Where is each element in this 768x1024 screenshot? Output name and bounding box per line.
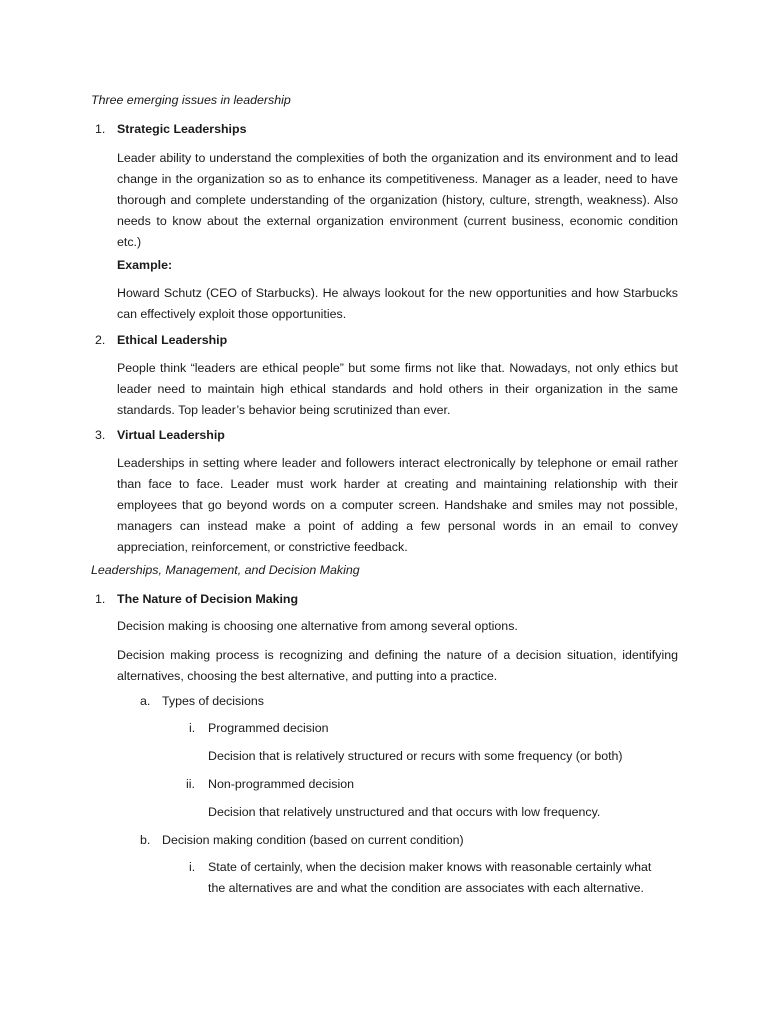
paragraph-example: Howard Schutz (CEO of Starbucks). He always lookout for the new opportunities and how Starbucks can effectively exploit those opportunities.	[117, 286, 678, 321]
item-heading-strategic: Strategic Leaderships	[117, 122, 247, 136]
non-programmed-decision-title: Non-programmed decision	[208, 777, 355, 791]
roman-label: i.	[189, 860, 196, 874]
list-number: 1.	[95, 592, 106, 606]
sublist-item-types-of-decisions: Types of decisions	[162, 694, 264, 708]
sublist-label: b.	[140, 833, 151, 847]
paragraph-virtual: Leaderships in setting where leader and followers interact electronically by telephone or email rather than face to face. Leader must work harder at creating and maintaining relationship with their employees that go beyond words on a computer screen. Handshake and smiles may not possible, managers can instead make a point of adding a few personal words in an email to convey appreciation, reinforcement, or constrictive feedback.	[117, 456, 678, 554]
list-number: 1.	[95, 122, 106, 136]
paragraph-decision-process: Decision making process is recognizing and defining the nature of a decision situation, identifying alternatives, choosing the best alternative, and putting into a practice.	[117, 648, 678, 683]
roman-label: ii.	[186, 777, 195, 791]
section-heading-emerging-issues: Three emerging issues in leadership	[91, 93, 291, 107]
list-number: 3.	[95, 428, 106, 442]
non-programmed-decision-desc: Decision that relatively unstructured and that occurs with low frequency.	[208, 805, 601, 819]
list-number: 2.	[95, 333, 106, 347]
section-heading-decision-making: Leaderships, Management, and Decision Making	[91, 563, 360, 577]
paragraph-ethical: People think “leaders are ethical people” but some firms not like that. Nowadays, not only ethics but leader need to maintain high ethical standards and hold others in their organization in the same standards. Top leader’s behavior being scrutinized than ever.	[117, 361, 678, 417]
item-heading-virtual: Virtual Leadership	[117, 428, 225, 442]
roman-label: i.	[189, 721, 196, 735]
certainty-line-1: State of certainly, when the decision maker knows with reasonable certainly what	[208, 860, 652, 874]
sublist-item-decision-condition: Decision making condition (based on current condition)	[162, 833, 464, 847]
example-label: Example:	[117, 258, 173, 272]
paragraph-strategic: Leader ability to understand the complexities of both the organization and its environment and to lead change in the organization so as to enhance its competitiveness. Manager as a leader, need to have thorough and complete understanding of the organization (history, culture, strength, weakness). Also needs to know about the external organization environment (current business, economic condition etc.)	[117, 151, 678, 249]
paragraph-decision-definition: Decision making is choosing one alternative from among several options.	[117, 619, 518, 633]
programmed-decision-title: Programmed decision	[208, 721, 329, 735]
sublist-label: a.	[140, 694, 151, 708]
item-heading-nature: The Nature of Decision Making	[117, 592, 299, 606]
item-heading-ethical: Ethical Leadership	[117, 333, 228, 347]
certainty-line-2: the alternatives are and what the condition are associates with each alternative.	[208, 881, 644, 895]
programmed-decision-desc: Decision that is relatively structured or recurs with some frequency (or both)	[208, 749, 623, 763]
